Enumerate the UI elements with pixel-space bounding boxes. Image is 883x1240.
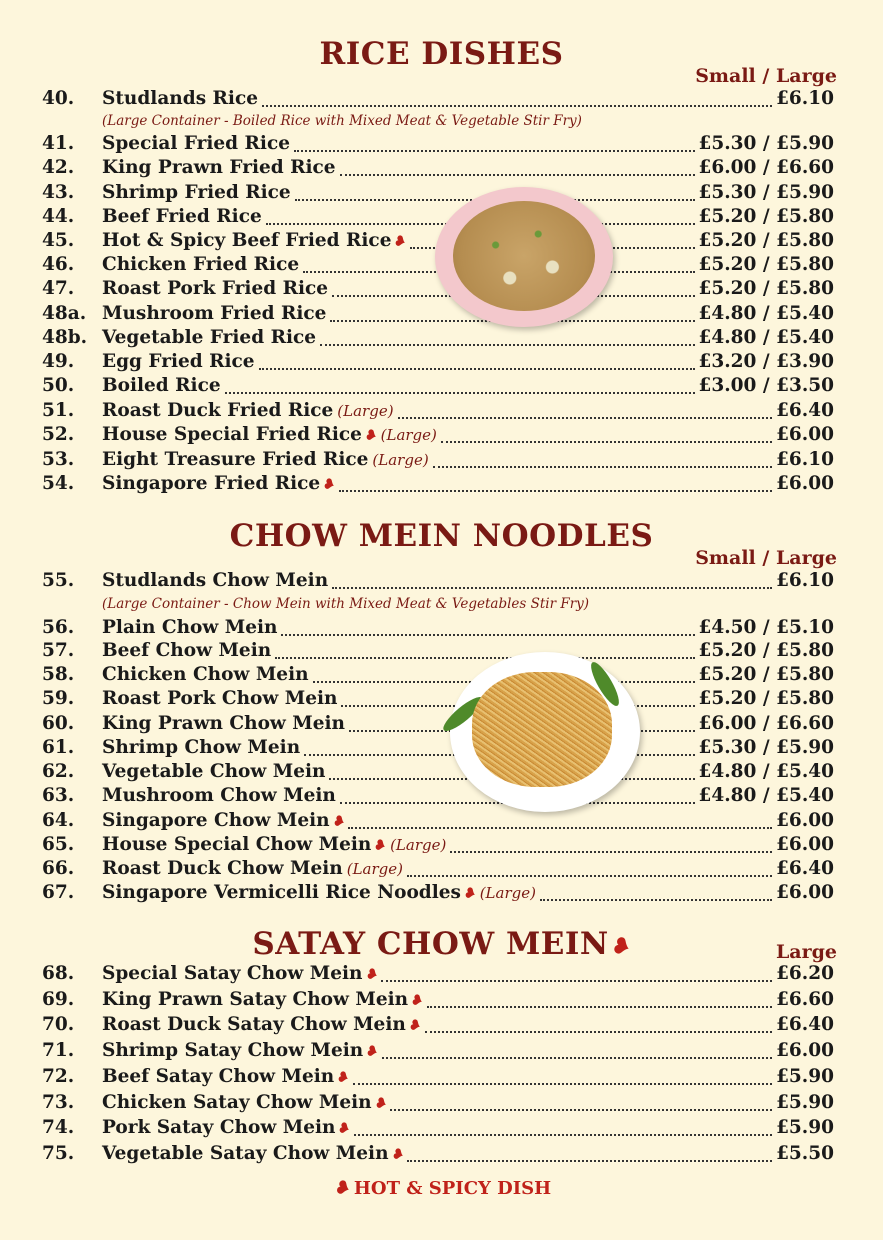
menu-item <box>42 449 834 473</box>
item-price: £5.30 / £5.90 <box>698 133 834 154</box>
item-number: 52. <box>42 424 75 445</box>
dot-leader <box>398 416 773 419</box>
menu-item <box>42 1143 834 1167</box>
chow-mein-sub-note: (Large Container - Chow Mein with Mixed Meat & Vegetables Stir Fry) <box>102 596 590 612</box>
item-name: Boiled Rice <box>102 375 221 396</box>
item-price: £5.50 <box>776 1143 834 1164</box>
item-number: 67. <box>42 882 75 903</box>
chili-pepper-icon: ❥ <box>371 836 389 856</box>
menu-item <box>42 351 834 375</box>
item-number: 47. <box>42 278 75 299</box>
dot-leader <box>407 1159 772 1162</box>
item-price: £4.80 / £5.40 <box>698 785 834 806</box>
dot-leader <box>381 979 772 982</box>
item-name: King Prawn Fried Rice <box>102 157 336 178</box>
dot-leader <box>225 391 695 394</box>
item-price: £5.90 <box>776 1117 834 1138</box>
chili-pepper-icon: ❥ <box>320 475 338 495</box>
dot-leader <box>340 173 695 176</box>
dot-leader <box>354 1133 772 1136</box>
menu-item <box>42 278 834 302</box>
item-name: King Prawn Satay Chow Mein <box>102 989 409 1010</box>
menu-item <box>42 327 834 351</box>
item-price: £5.20 / £5.80 <box>698 230 834 251</box>
item-number: 45. <box>42 230 75 251</box>
menu-item <box>42 303 834 327</box>
item-number: 54. <box>42 473 75 494</box>
item-number: 51. <box>42 400 75 421</box>
item-name: Vegetable Satay Chow Mein <box>102 1143 389 1164</box>
item-number: 71. <box>42 1040 75 1061</box>
item-price: £5.20 / £5.80 <box>698 254 834 275</box>
item-name: Beef Satay Chow Mein <box>102 1066 335 1087</box>
item-name: Studlands Chow Mein <box>102 570 329 591</box>
item-number: 48a. <box>42 303 87 324</box>
item-price: £6.00 <box>776 834 834 855</box>
menu-item <box>42 1117 834 1141</box>
item-size-note: (Large) <box>346 860 403 878</box>
item-price: £6.00 / £6.60 <box>698 157 834 178</box>
item-name: Plain Chow Mein <box>102 617 278 638</box>
rice-sub-note: (Large Container - Boiled Rice with Mixed Meat & Vegetable Stir Fry) <box>102 113 582 129</box>
chili-pepper-icon: ❥ <box>331 1176 354 1201</box>
item-price: £6.00 <box>776 473 834 494</box>
item-price: £6.40 <box>776 858 834 879</box>
item-price: £5.90 <box>776 1066 834 1087</box>
menu-item <box>42 785 834 809</box>
menu-item <box>42 473 834 497</box>
item-number: 60. <box>42 713 75 734</box>
item-number: 50. <box>42 375 75 396</box>
item-number: 41. <box>42 133 75 154</box>
menu-item <box>42 664 834 688</box>
item-price: £4.50 / £5.10 <box>698 617 834 638</box>
menu-item <box>42 617 834 641</box>
item-number: 69. <box>42 989 75 1010</box>
dot-leader <box>339 489 772 492</box>
dot-leader <box>294 149 695 152</box>
item-name: Shrimp Chow Mein <box>102 737 301 758</box>
item-size-note: (Large) <box>390 836 447 854</box>
item-price: £5.20 / £5.80 <box>698 206 834 227</box>
menu-item <box>42 713 834 737</box>
item-price: £6.00 <box>776 882 834 903</box>
chow-mein-photo <box>450 652 640 812</box>
item-price: £6.40 <box>776 1014 834 1035</box>
item-number: 55. <box>42 570 75 591</box>
dot-leader <box>281 633 694 636</box>
item-price: £6.60 <box>776 989 834 1010</box>
item-name: Special Fried Rice <box>102 133 290 154</box>
item-name: Egg Fried Rice <box>102 351 255 372</box>
item-name: Chicken Satay Chow Mein <box>102 1092 372 1113</box>
item-name: House Special Chow Mein <box>102 834 372 855</box>
menu-item <box>42 882 834 906</box>
dot-leader <box>407 874 772 877</box>
item-number: 53. <box>42 449 75 470</box>
chili-pepper-icon: ❥ <box>363 1042 381 1062</box>
item-number: 46. <box>42 254 75 275</box>
item-price: £4.80 / £5.40 <box>698 327 834 348</box>
section-title-satay <box>0 926 883 962</box>
item-name: Roast Duck Satay Chow Mein <box>102 1014 406 1035</box>
item-number: 65. <box>42 834 75 855</box>
item-name: Shrimp Fried Rice <box>102 182 291 203</box>
chili-pepper-icon: ❥ <box>461 884 479 904</box>
chili-pepper-icon: ❥ <box>362 426 380 446</box>
dot-leader <box>425 1030 773 1033</box>
menu-item <box>42 133 834 157</box>
item-name: Roast Duck Chow Mein <box>102 858 343 879</box>
item-price: £5.90 <box>776 1092 834 1113</box>
item-name: Mushroom Fried Rice <box>102 303 327 324</box>
dot-leader <box>450 850 772 853</box>
item-number: 57. <box>42 640 75 661</box>
item-number: 74. <box>42 1117 75 1138</box>
menu-item <box>42 737 834 761</box>
legend <box>0 1178 883 1199</box>
item-price: £5.30 / £5.90 <box>698 737 834 758</box>
item-number: 75. <box>42 1143 75 1164</box>
menu-item <box>42 834 834 858</box>
item-name: Shrimp Satay Chow Mein <box>102 1040 364 1061</box>
dot-leader <box>262 104 772 107</box>
chili-pepper-icon: ❥ <box>372 1094 389 1114</box>
item-name: Roast Duck Fried Rice <box>102 400 334 421</box>
item-name: Mushroom Chow Mein <box>102 785 336 806</box>
item-name: Chicken Chow Mein <box>102 664 309 685</box>
menu-item <box>42 989 834 1013</box>
item-number: 64. <box>42 810 75 831</box>
size-header-satay: Large <box>775 941 837 963</box>
menu-item <box>42 810 834 834</box>
item-size-note: (Large) <box>372 451 429 469</box>
item-price: £6.00 <box>776 810 834 831</box>
item-number: 70. <box>42 1014 75 1035</box>
menu-item <box>42 570 834 594</box>
item-price: £3.00 / £3.50 <box>698 375 834 396</box>
menu-item <box>42 424 834 448</box>
menu-item <box>42 1066 834 1090</box>
item-price: £5.20 / £5.80 <box>698 640 834 661</box>
item-number: 61. <box>42 737 75 758</box>
item-name: Hot & Spicy Beef Fried Rice <box>102 230 392 251</box>
item-name: Beef Fried Rice <box>102 206 262 227</box>
item-number: 40. <box>42 88 75 109</box>
item-price: £6.20 <box>776 963 834 984</box>
item-price: £6.10 <box>776 449 834 470</box>
menu-item <box>42 858 834 882</box>
item-number: 68. <box>42 963 75 984</box>
item-number: 43. <box>42 182 75 203</box>
chili-pepper-icon: ❥ <box>334 1068 352 1088</box>
item-name: Beef Chow Mein <box>102 640 272 661</box>
dot-leader <box>320 343 694 346</box>
item-number: 58. <box>42 664 75 685</box>
item-price: £5.20 / £5.80 <box>698 664 834 685</box>
size-header-rice: Small / Large <box>695 65 837 87</box>
menu-item <box>42 206 834 230</box>
item-price: £5.30 / £5.90 <box>698 182 834 203</box>
item-name: Eight Treasure Fried Rice <box>102 449 369 470</box>
chili-pepper-icon: ❥ <box>389 1145 406 1165</box>
item-number: 66. <box>42 858 75 879</box>
menu-item <box>42 88 834 112</box>
item-name: Studlands Rice <box>102 88 258 109</box>
menu-item <box>42 1014 834 1038</box>
dot-leader <box>441 440 772 443</box>
menu-item <box>42 157 834 181</box>
item-number: 63. <box>42 785 75 806</box>
item-name: Singapore Vermicelli Rice Noodles <box>102 882 461 903</box>
item-number: 72. <box>42 1066 75 1087</box>
item-size-note: (Large) <box>479 884 536 902</box>
item-price: £5.20 / £5.80 <box>698 278 834 299</box>
dot-leader <box>433 465 772 468</box>
item-price: £5.20 / £5.80 <box>698 688 834 709</box>
item-size-note: (Large) <box>380 426 437 444</box>
item-name: Vegetable Fried Rice <box>102 327 317 348</box>
dot-leader <box>348 826 772 829</box>
dot-leader <box>275 656 694 659</box>
legend-text: HOT & SPICY DISH <box>353 1178 552 1199</box>
chili-pepper-icon: ❥ <box>607 931 635 963</box>
menu-item <box>42 400 834 424</box>
item-number: 44. <box>42 206 75 227</box>
item-number: 49. <box>42 351 75 372</box>
menu-item <box>42 963 834 987</box>
chili-pepper-icon: ❥ <box>392 232 409 252</box>
menu-item <box>42 640 834 664</box>
dot-leader <box>332 586 772 589</box>
section-title-satay-text: SATAY CHOW MEIN <box>252 926 609 962</box>
menu-item <box>42 1040 834 1064</box>
chili-pepper-icon: ❥ <box>336 1119 353 1139</box>
item-name: Singapore Fried Rice <box>102 473 321 494</box>
menu-item <box>42 375 834 399</box>
item-number: 59. <box>42 688 75 709</box>
item-price: £6.10 <box>776 570 834 591</box>
item-number: 62. <box>42 761 75 782</box>
item-name: Chicken Fried Rice <box>102 254 300 275</box>
item-name: Special Satay Chow Mein <box>102 963 363 984</box>
item-price: £3.20 / £3.90 <box>698 351 834 372</box>
menu-item <box>42 688 834 712</box>
menu-item <box>42 1092 834 1116</box>
menu-item <box>42 761 834 785</box>
item-name: Roast Pork Chow Mein <box>102 688 338 709</box>
item-price: £4.80 / £5.40 <box>698 761 834 782</box>
dot-leader <box>259 367 695 370</box>
item-price: £6.40 <box>776 400 834 421</box>
item-price: £6.00 / £6.60 <box>698 713 834 734</box>
fried-rice-photo <box>435 187 613 327</box>
dot-leader <box>353 1082 772 1085</box>
chili-pepper-icon: ❥ <box>330 812 347 832</box>
dot-leader <box>390 1108 772 1111</box>
section-title-chow-mein: CHOW MEIN NOODLES <box>229 518 654 554</box>
dot-leader <box>382 1056 772 1059</box>
menu-item <box>42 182 834 206</box>
item-price: £6.00 <box>776 424 834 445</box>
chili-pepper-icon: ❥ <box>363 965 380 985</box>
item-name: King Prawn Chow Mein <box>102 713 346 734</box>
chili-pepper-icon: ❥ <box>408 991 426 1011</box>
item-price: £6.10 <box>776 88 834 109</box>
dot-leader <box>540 898 772 901</box>
item-name: Roast Pork Fried Rice <box>102 278 329 299</box>
dot-leader <box>427 1005 772 1008</box>
item-number: 42. <box>42 157 75 178</box>
item-size-note: (Large) <box>337 402 394 420</box>
item-number: 73. <box>42 1092 75 1113</box>
size-header-chow-mein: Small / Large <box>695 547 837 569</box>
item-number: 56. <box>42 617 75 638</box>
item-name: Vegetable Chow Mein <box>102 761 326 782</box>
item-number: 48b. <box>42 327 88 348</box>
item-price: £4.80 / £5.40 <box>698 303 834 324</box>
section-title-rice: RICE DISHES <box>319 36 564 72</box>
chili-pepper-icon: ❥ <box>406 1016 423 1036</box>
item-name: Pork Satay Chow Mein <box>102 1117 336 1138</box>
item-name: Singapore Chow Mein <box>102 810 330 831</box>
item-price: £6.00 <box>776 1040 834 1061</box>
item-name: House Special Fried Rice <box>102 424 362 445</box>
